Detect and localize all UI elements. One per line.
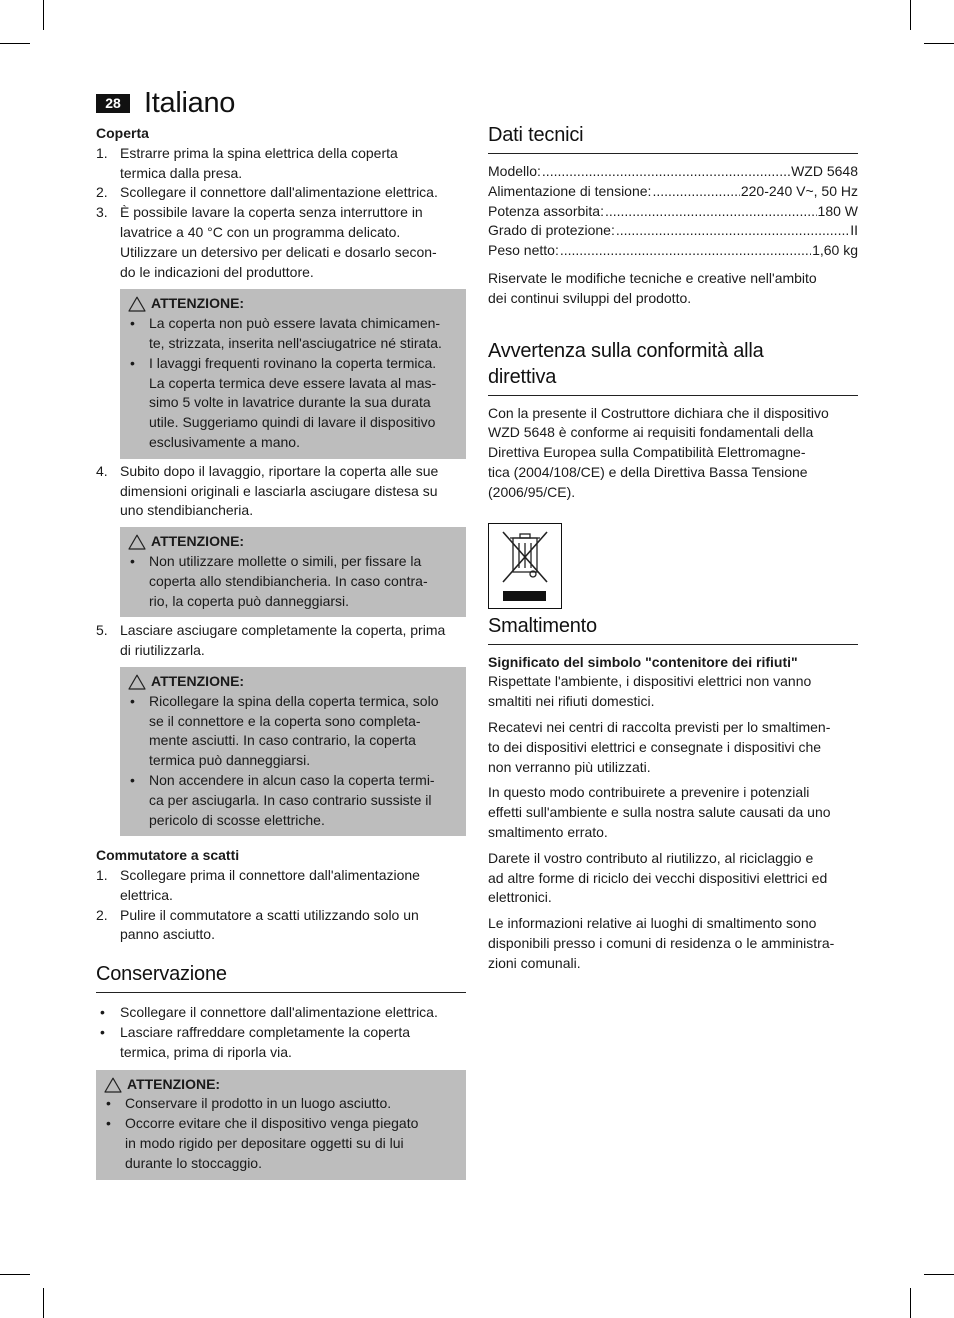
commutatore-heading: Commutatore a scatti — [96, 847, 240, 864]
warning-box — [120, 527, 466, 617]
spec-label: Modello: — [488, 163, 541, 179]
coperta-step-4 — [96, 462, 466, 521]
text-line: termica, prima di riporla via. — [120, 1043, 292, 1060]
spec-label: Grado di protezione: — [488, 222, 615, 239]
warning-title — [126, 532, 460, 552]
step-number: 3. — [96, 204, 108, 221]
text-line: coperta allo stendibiancheria. In caso contra- — [149, 572, 428, 589]
dot-leader — [616, 221, 849, 241]
warning-title — [102, 1075, 460, 1095]
text-line: I lavaggi frequenti rovinano la coperta termica. — [149, 354, 437, 371]
list-item — [126, 692, 460, 771]
step-number: 4. — [96, 462, 108, 479]
crop-mark — [910, 1288, 911, 1318]
dot-leader — [560, 241, 811, 261]
paragraph — [488, 849, 858, 908]
warning-title-text: ATTENZIONE: — [151, 672, 245, 689]
text-line: simo 5 volte in lavatrice durante la sua durata — [149, 394, 431, 411]
text-line: pericolo di scosse elettriche. — [149, 811, 325, 828]
dati-tecnici-note — [488, 269, 858, 309]
text-line: in modo rigido per depositare oggetti su di lui — [125, 1135, 404, 1152]
conformita-heading — [488, 338, 858, 396]
text-line: di riutilizzarla. — [120, 642, 205, 659]
text-line: effetti sull'ambiente e sulla nostra salute causati da uno — [488, 804, 831, 821]
coperta-heading: Coperta — [96, 125, 149, 141]
dati-tecnici-heading: Dati tecnici — [488, 122, 858, 154]
spec-row — [488, 241, 858, 261]
bullet: • — [130, 771, 135, 788]
smaltimento-heading: Smaltimento — [488, 613, 858, 645]
list-item — [96, 866, 466, 906]
text-line: disponibili presso i comuni di residenza o le amministra- — [488, 934, 835, 951]
bullet: • — [130, 354, 135, 371]
crop-mark — [43, 0, 44, 30]
list-item — [96, 621, 466, 661]
smaltimento-paragraphs — [488, 672, 858, 973]
paragraph — [488, 783, 858, 842]
text-line: Scollegare prima il connettore dall'alimentazione — [120, 867, 420, 884]
paragraph — [488, 718, 858, 777]
crossed-out-wheelie-bin-icon — [488, 523, 562, 609]
warning-list — [126, 314, 460, 453]
list-item — [96, 462, 466, 521]
crop-mark — [43, 1288, 44, 1318]
crop-mark — [924, 43, 954, 44]
bullet: • — [130, 692, 135, 709]
text-line: (2006/95/CE). — [488, 483, 576, 500]
text-line: Subito dopo il lavaggio, riportare la coperta alle sue — [120, 462, 439, 479]
warning-triangle-icon — [128, 674, 146, 690]
bullet: • — [106, 1115, 111, 1132]
bullet: • — [100, 1004, 105, 1021]
spec-row — [488, 162, 858, 182]
spec-value: II — [850, 222, 858, 239]
warning-title-text: ATTENZIONE: — [151, 533, 245, 550]
list-item — [96, 183, 466, 203]
list-item — [126, 354, 460, 453]
conservazione-heading: Conservazione — [96, 961, 466, 993]
warning-box — [120, 289, 466, 458]
left-column — [96, 124, 466, 1180]
spec-value: 220-240 V~, 50 Hz — [740, 182, 858, 199]
dot-leader — [605, 202, 817, 222]
list-item — [126, 314, 460, 354]
right-column — [488, 122, 858, 974]
text-line: dei continui sviluppi del prodotto. — [488, 289, 692, 306]
coperta-step-5 — [96, 621, 466, 661]
text-line: durante lo stoccaggio. — [125, 1154, 262, 1171]
text-line: zioni comunali. — [488, 954, 581, 971]
text-line: ca per asciugarla. In caso contrario sussiste il — [149, 791, 432, 808]
text-line: Con la presente il Costruttore dichiara che il dispositivo — [488, 404, 829, 421]
step-number: 1. — [96, 867, 108, 884]
step-number: 2. — [96, 906, 108, 923]
spec-label: Peso netto: — [488, 242, 559, 259]
text-line: Conservare il prodotto in un luogo asciutto. — [125, 1095, 392, 1112]
warning-title — [126, 672, 460, 692]
warning-title-text: ATTENZIONE: — [127, 1075, 221, 1092]
text-line: La coperta non può essere lavata chimicamen- — [149, 315, 441, 332]
list-item — [96, 144, 466, 184]
spec-table — [488, 162, 858, 261]
text-line: direttiva — [488, 365, 557, 388]
page-header — [96, 86, 235, 120]
text-line: Occorre evitare che il dispositivo venga piegato — [125, 1115, 419, 1132]
conservazione-list — [96, 1003, 466, 1062]
paragraph — [488, 672, 858, 712]
warning-list — [126, 552, 460, 611]
text-line: rio, la coperta può danneggiarsi. — [149, 592, 350, 609]
text-line: ad altre forme di riciclo dei vecchi dispositivi elettrici ed — [488, 869, 828, 886]
warning-list — [126, 692, 460, 831]
spec-value: WZD 5648 — [791, 163, 858, 179]
step-number: 2. — [96, 184, 108, 201]
text-line: La coperta termica deve essere lavata al mas- — [149, 374, 437, 391]
list-item — [126, 771, 460, 830]
text-line: Le informazioni relative ai luoghi di smaltimento sono — [488, 915, 817, 932]
text-line: termica dalla presa. — [120, 164, 243, 181]
smaltimento-subheading: Significato del simbolo "contenitore dei rifiuti" — [488, 653, 798, 670]
text-line: Scollegare il connettore dall'alimentazione elettrica. — [120, 184, 438, 201]
warning-title-text: ATTENZIONE: — [151, 295, 245, 312]
crop-mark — [0, 43, 30, 44]
spec-label: Alimentazione di tensione: — [488, 182, 652, 199]
text-line: utile. Suggeriamo quindi di lavare il dispositivo — [149, 414, 436, 431]
spec-value: 180 W — [817, 202, 858, 219]
dot-leader — [652, 182, 739, 202]
paragraph — [488, 914, 858, 973]
text-line: Recatevi nei centri di raccolta previsti per lo smaltimen- — [488, 718, 831, 735]
bullet: • — [130, 552, 135, 569]
text-line: se il connettore e la coperta sono completa- — [149, 712, 421, 729]
text-line: smaltiti nei rifiuti domestici. — [488, 693, 655, 710]
text-line: Rispettate l'ambiente, i dispositivi elettrici non vanno — [488, 673, 812, 690]
list-item — [102, 1094, 460, 1114]
warning-list — [102, 1094, 460, 1173]
text-line: Pulire il commutatore a scatti utilizzando solo un — [120, 906, 419, 923]
text-line: Scollegare il connettore dall'alimentazione elettrica. — [120, 1004, 438, 1021]
text-line: tica (2004/108/CE) e della Direttiva Bassa Tensione — [488, 463, 808, 480]
text-line: Lasciare raffreddare completamente la coperta — [120, 1024, 411, 1041]
text-line: mente asciutti. In caso contrario, la coperta — [149, 732, 416, 749]
weee-symbol — [489, 524, 561, 608]
coperta-steps — [96, 144, 466, 283]
list-item — [126, 552, 460, 611]
text-line: Ricollegare la spina della coperta termica, solo — [149, 692, 439, 709]
text-line: Estrarre prima la spina elettrica della coperta — [120, 144, 398, 161]
conformita-text — [488, 404, 858, 503]
text-line: Darete il vostro contributo al riutilizzo, al riciclaggio e — [488, 849, 814, 866]
warning-box — [120, 667, 466, 836]
text-line: WZD 5648 è conforme ai requisiti fondamentali della — [488, 424, 814, 441]
list-item — [96, 1003, 466, 1023]
text-line: Non accendere in alcun caso la coperta termi- — [149, 771, 435, 788]
crop-mark — [0, 1274, 30, 1275]
spec-row — [488, 182, 858, 202]
step-number: 1. — [96, 144, 108, 161]
text-line: elettrica. — [120, 886, 173, 903]
spec-value: 1,60 kg — [812, 242, 858, 259]
list-item — [96, 1023, 466, 1063]
text-line: Non utilizzare mollette o simili, per fissare la — [149, 552, 422, 569]
list-item — [96, 906, 466, 946]
text-line: uno stendibiancheria. — [120, 502, 254, 519]
bullet: • — [100, 1024, 105, 1041]
commutatore-steps — [96, 866, 466, 945]
text-line: te, strizzata, inserita nell'asciugatrice né stirata. — [149, 334, 442, 351]
text-line: Lasciare asciugare completamente la coperta, prima — [120, 622, 446, 639]
spec-label: Potenza assorbita: — [488, 202, 604, 219]
text-line: esclusivamente a mano. — [149, 433, 300, 450]
text-line: panno asciutto. — [120, 926, 215, 943]
list-item — [102, 1114, 460, 1173]
text-line: termica può danneggiarsi. — [149, 752, 311, 769]
text-line: Riservate le modifiche tecniche e creative nell'ambito — [488, 269, 817, 286]
warning-triangle-icon — [128, 296, 146, 312]
crop-mark — [924, 1274, 954, 1275]
warning-triangle-icon — [104, 1077, 122, 1093]
text-line: lavatrice a 40 °C con un programma delicato. — [120, 223, 401, 240]
page-number: 28 — [96, 94, 130, 113]
text-line: Avvertenza sulla conformità alla — [488, 339, 764, 362]
dot-leader — [542, 162, 790, 182]
spec-row — [488, 221, 858, 241]
warning-box — [96, 1070, 466, 1180]
text-line: dimensioni originali e lasciarla asciugare distesa su — [120, 482, 438, 499]
text-line: do le indicazioni del produttore. — [120, 263, 314, 280]
text-line: Direttiva Europea sulla Compatibilità Elettromagne- — [488, 444, 806, 461]
bullet: • — [106, 1095, 111, 1112]
list-item — [96, 203, 466, 282]
text-line: non verranno più utilizzati. — [488, 758, 651, 775]
bullet: • — [130, 315, 135, 332]
warning-title — [126, 294, 460, 314]
warning-triangle-icon — [128, 534, 146, 550]
text-line: In questo modo contribuirete a prevenire i potenziali — [488, 784, 810, 801]
crop-mark — [910, 0, 911, 30]
text-line: to dei dispositivi elettrici e consegnate i dispositivi che — [488, 738, 822, 755]
text-line: È possibile lavare la coperta senza interruttore in — [120, 204, 423, 221]
step-number: 5. — [96, 622, 108, 639]
page-title: Italiano — [144, 87, 236, 119]
text-line: elettronici. — [488, 889, 552, 906]
spec-row — [488, 202, 858, 222]
text-line: Utilizzare un detersivo per delicati e dosarlo secon- — [120, 243, 437, 260]
text-line: smaltimento errato. — [488, 823, 608, 840]
